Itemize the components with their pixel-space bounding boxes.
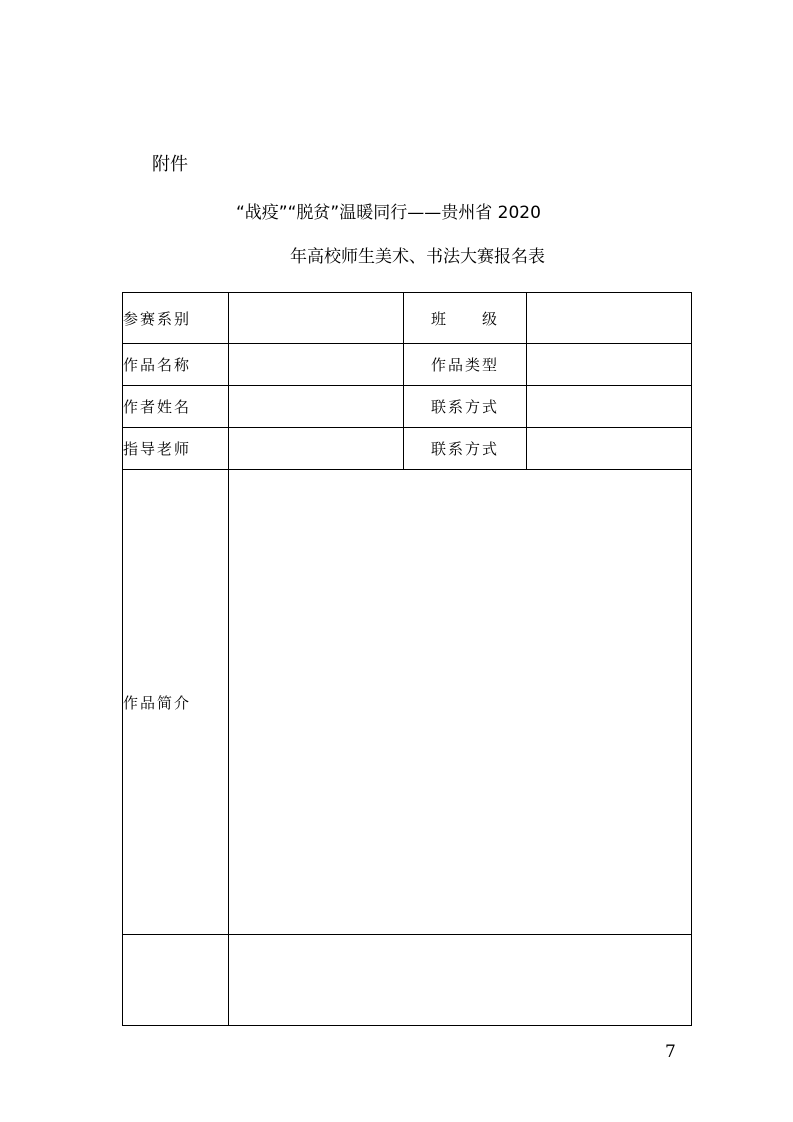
remarks-field[interactable]	[229, 935, 692, 1026]
work-type-label: 作品类型	[404, 344, 527, 386]
author-name-field[interactable]	[229, 386, 404, 428]
department-field[interactable]	[229, 293, 404, 344]
form-title-line1: “战疫”“脱贫”温暖同行——贵州省 2020	[236, 203, 541, 223]
table-row	[123, 428, 692, 470]
attachment-label: 附件	[152, 154, 188, 175]
table-row	[123, 344, 692, 386]
registration-form-table	[122, 292, 692, 1026]
author-contact-label: 联系方式	[404, 386, 527, 428]
work-name-field[interactable]	[229, 344, 404, 386]
work-intro-field[interactable]	[229, 470, 692, 935]
department-label: 参赛系别	[123, 293, 229, 344]
author-contact-field[interactable]	[527, 386, 692, 428]
advisor-label: 指导老师	[123, 428, 229, 470]
class-label: 班 级	[404, 293, 527, 344]
table-row	[123, 470, 692, 935]
page-number: 7	[665, 1042, 676, 1062]
remarks-label	[123, 935, 229, 1026]
table-row	[123, 293, 692, 344]
work-name-label: 作品名称	[123, 344, 229, 386]
class-field[interactable]	[527, 293, 692, 344]
table-row	[123, 386, 692, 428]
work-type-field[interactable]	[527, 344, 692, 386]
advisor-contact-label: 联系方式	[404, 428, 527, 470]
table-row	[123, 935, 692, 1026]
advisor-contact-field[interactable]	[527, 428, 692, 470]
advisor-field[interactable]	[229, 428, 404, 470]
work-intro-label: 作品简介	[123, 470, 229, 935]
author-name-label: 作者姓名	[123, 386, 229, 428]
form-title-line2: 年高校师生美术、书法大赛报名表	[290, 247, 545, 267]
